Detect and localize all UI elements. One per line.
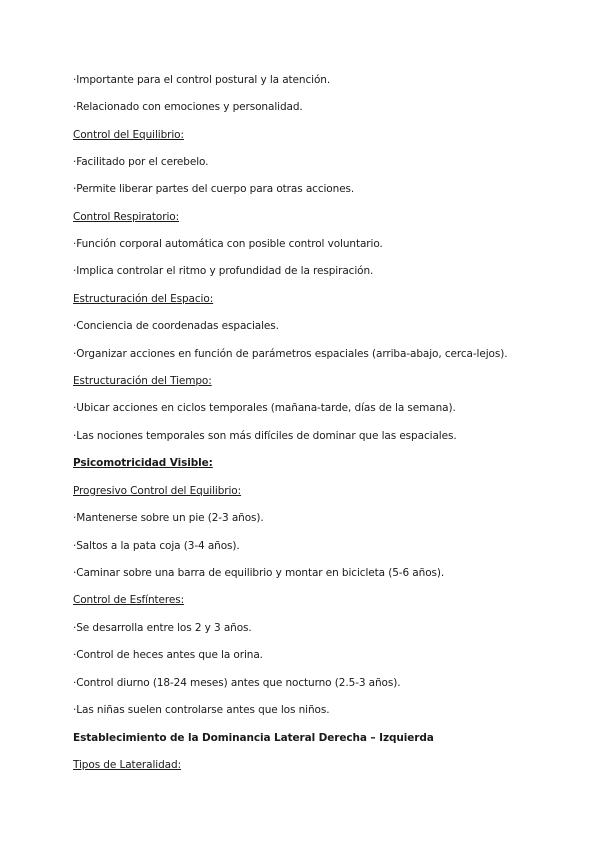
section-subheading: Control del Equilibrio: bbox=[73, 129, 184, 141]
bullet-text: ·Mantenerse sobre un pie (2-3 años). bbox=[73, 512, 264, 524]
bullet-text: ·Las niñas suelen controlarse antes que los niños. bbox=[73, 704, 330, 716]
bullet-text: ·Relacionado con emociones y personalidad. bbox=[73, 101, 303, 113]
bullet-text: ·Organizar acciones en función de parámetros espaciales (arriba-abajo, cerca-lejos). bbox=[73, 348, 508, 360]
bullet-text: ·Ubicar acciones en ciclos temporales (mañana-tarde, días de la semana). bbox=[73, 402, 456, 414]
bullet-text: ·Función corporal automática con posible control voluntario. bbox=[73, 238, 383, 250]
bullet-text: ·Control diurno (18-24 meses) antes que nocturno (2.5-3 años). bbox=[73, 677, 401, 689]
bullet-text: ·Implica controlar el ritmo y profundidad de la respiración. bbox=[73, 265, 374, 277]
bullet-text: ·Saltos a la pata coja (3-4 años). bbox=[73, 540, 240, 552]
bullet-text: ·Importante para el control postural y la atención. bbox=[73, 74, 331, 86]
bullet-text: ·Caminar sobre una barra de equilibrio y montar en bicicleta (5-6 años). bbox=[73, 567, 445, 579]
section-subheading: Estructuración del Espacio: bbox=[73, 293, 214, 305]
bullet-text: ·Las nociones temporales son más difíciles de dominar que las espaciales. bbox=[73, 430, 457, 442]
section-subheading: Estructuración del Tiempo: bbox=[73, 375, 212, 387]
bullet-text: ·Control de heces antes que la orina. bbox=[73, 649, 263, 661]
bullet-text: ·Facilitado por el cerebelo. bbox=[73, 156, 209, 168]
section-subheading: Control Respiratorio: bbox=[73, 211, 180, 223]
section-heading-bold: Establecimiento de la Dominancia Lateral Derecha – Izquierda bbox=[73, 732, 434, 744]
bullet-text: ·Permite liberar partes del cuerpo para otras acciones. bbox=[73, 183, 355, 195]
section-heading: Psicomotricidad Visible: bbox=[73, 457, 213, 469]
section-subheading: Control de Esfínteres: bbox=[73, 594, 185, 606]
section-subheading: Tipos de Lateralidad: bbox=[73, 759, 182, 771]
bullet-text: ·Conciencia de coordenadas espaciales. bbox=[73, 320, 279, 332]
bullet-text: ·Se desarrolla entre los 2 y 3 años. bbox=[73, 622, 252, 634]
section-subheading: Progresivo Control del Equilibrio: bbox=[73, 485, 242, 497]
